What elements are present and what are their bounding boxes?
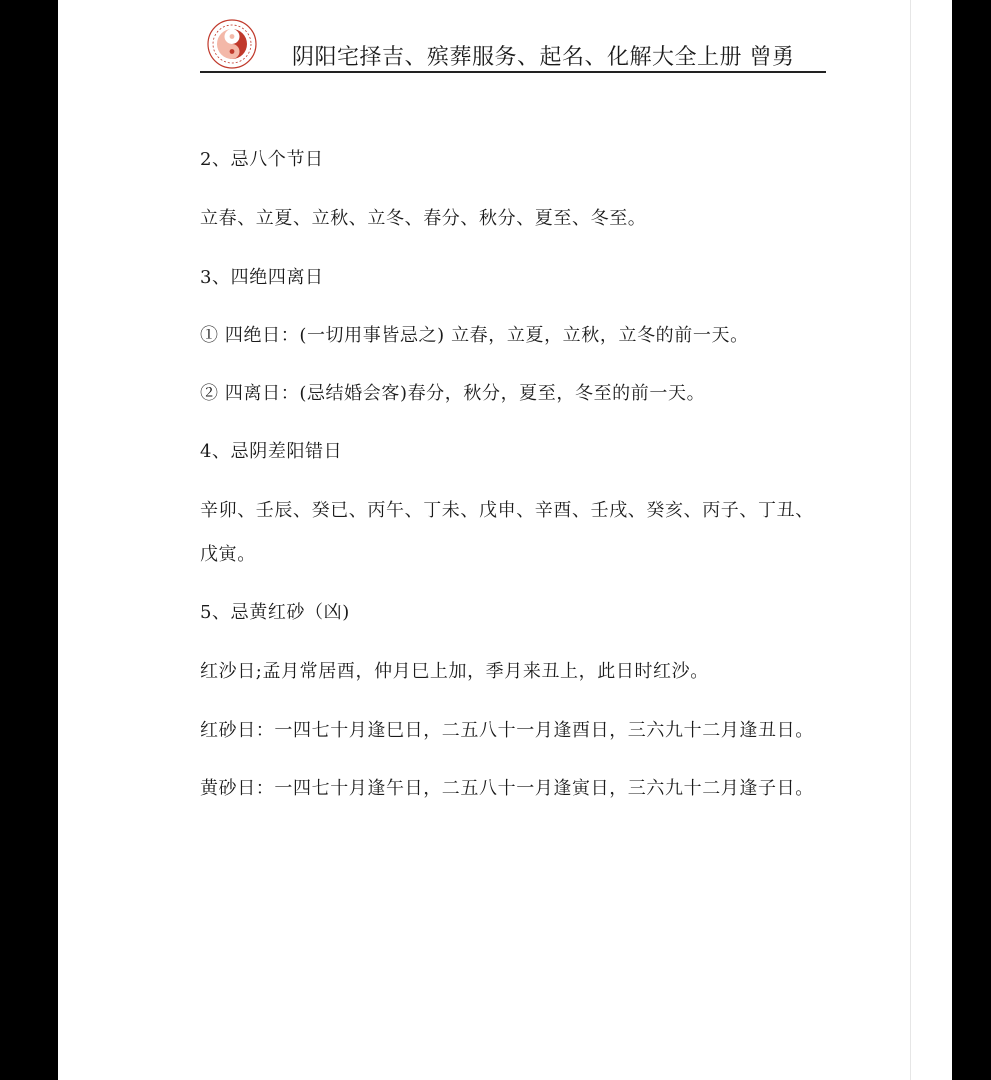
paragraph-line: 红沙日;孟月常居酉，仲月巳上加，季月来丑上，此日时红沙。 — [200, 661, 709, 682]
page-margin — [910, 0, 952, 1080]
paragraph-line: 红砂日：一四七十月逢巳日，二五八十一月逢酉日，三六九十二月逢丑日。 — [200, 720, 814, 741]
paragraph-line: 立春、立夏、立秋、立冬、春分、秋分、夏至、冬至。 — [200, 208, 647, 229]
taiji-seal-logo-icon — [206, 18, 258, 70]
page-edge — [910, 0, 911, 1080]
document-page — [58, 0, 910, 1080]
page-header — [200, 18, 826, 74]
section-heading-4: 4、忌阴差阳错日 — [200, 441, 343, 462]
paragraph-line: 戊寅。 — [200, 544, 256, 565]
header-title: 阴阳宅择吉、殡葬服务、起名、化解大全上册 曾勇 — [292, 45, 795, 70]
section-heading-3: 3、四绝四离日 — [200, 267, 324, 288]
header-rule — [200, 71, 826, 73]
paragraph-line: ① 四绝日：(一切用事皆忌之) 立春，立夏，立秋，立冬的前一天。 — [200, 325, 749, 346]
paragraph-line: ② 四离日：(忌结婚会客)春分，秋分，夏至，冬至的前一天。 — [200, 383, 706, 404]
section-heading-2: 2、忌八个节日 — [200, 149, 324, 170]
section-heading-5: 5、忌黄红砂（凶) — [200, 602, 350, 623]
paragraph-line: 黄砂日：一四七十月逢午日，二五八十一月逢寅日，三六九十二月逢子日。 — [200, 778, 814, 799]
paragraph-line: 辛卯、壬辰、癸已、丙午、丁未、戊申、辛酉、壬戌、癸亥、丙子、丁丑、 — [200, 500, 814, 521]
